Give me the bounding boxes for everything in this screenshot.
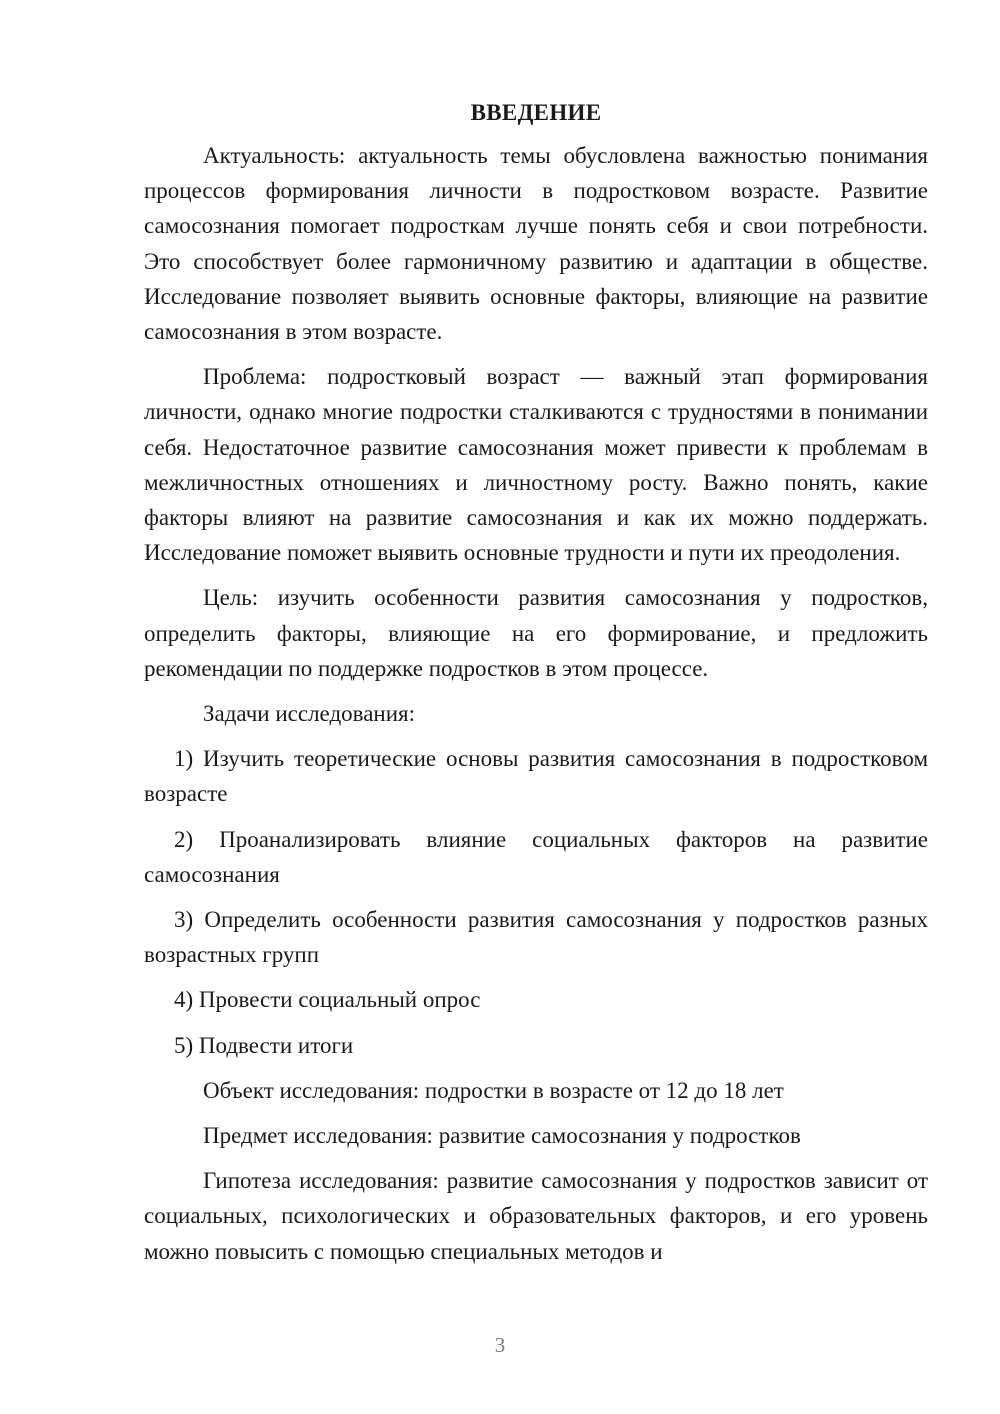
task-item-5: 5) Подвести итоги <box>174 1032 354 1058</box>
page-content <box>144 95 928 1279</box>
tasks-heading: Задачи исследования: <box>203 701 416 727</box>
problem-paragraph: Проблема: подростковый возраст — важный этап формирования личности, однако многие подростки сталкиваются с трудностями в понимании себя. Недостаточное развитие самосознания может привести к проблемам в межличностных отношениях и личностному росту. Важно понять, какие факторы влияют на развитие самосознания и как их можно поддержать. Исследование поможет выявить основные трудности и пути их преодоления. <box>144 364 928 566</box>
page-title: ВВЕДЕНИЕ <box>470 100 602 125</box>
page-number: 3 <box>494 1333 506 1357</box>
goal-paragraph: Цель: изучить особенности развития самосознания у подростков, определить факторы, влияющие на его формирование, и предложить рекомендации по поддержке подростков в этом процессе. <box>144 585 928 681</box>
hypothesis-paragraph: Гипотеза исследования: развитие самосознания у подростков зависит от социальных, психологических и образовательных факторов, и его уровень можно повысить с помощью специальных методов и <box>144 1168 928 1264</box>
task-item-4: 4) Провести социальный опрос <box>174 987 481 1013</box>
object-paragraph: Объект исследования: подростки в возрасте от 12 до 18 лет <box>203 1077 784 1103</box>
task-item-1: 1) Изучить теоретические основы развития самосознания в подростковом возрасте <box>144 746 928 807</box>
task-item-2: 2) Проанализировать влияние социальных факторов на развитие самосознания <box>144 826 928 887</box>
task-item-3: 3) Определить особенности развития самосознания у подростков разных возрастных групп <box>144 907 928 968</box>
relevance-paragraph: Актуальность: актуальность темы обусловлена важностью понимания процессов формирования личности в подростковом возрасте. Развитие самосознания помогает подросткам лучше понять себя и свои потребности. Это способствует более гармоничному развитию и адаптации в обществе. Исследование позволяет выявить основные факторы, влияющие на развитие самосознания в этом возрасте. <box>144 143 928 345</box>
subject-paragraph: Предмет исследования: развитие самосознания у подростков <box>203 1123 801 1149</box>
